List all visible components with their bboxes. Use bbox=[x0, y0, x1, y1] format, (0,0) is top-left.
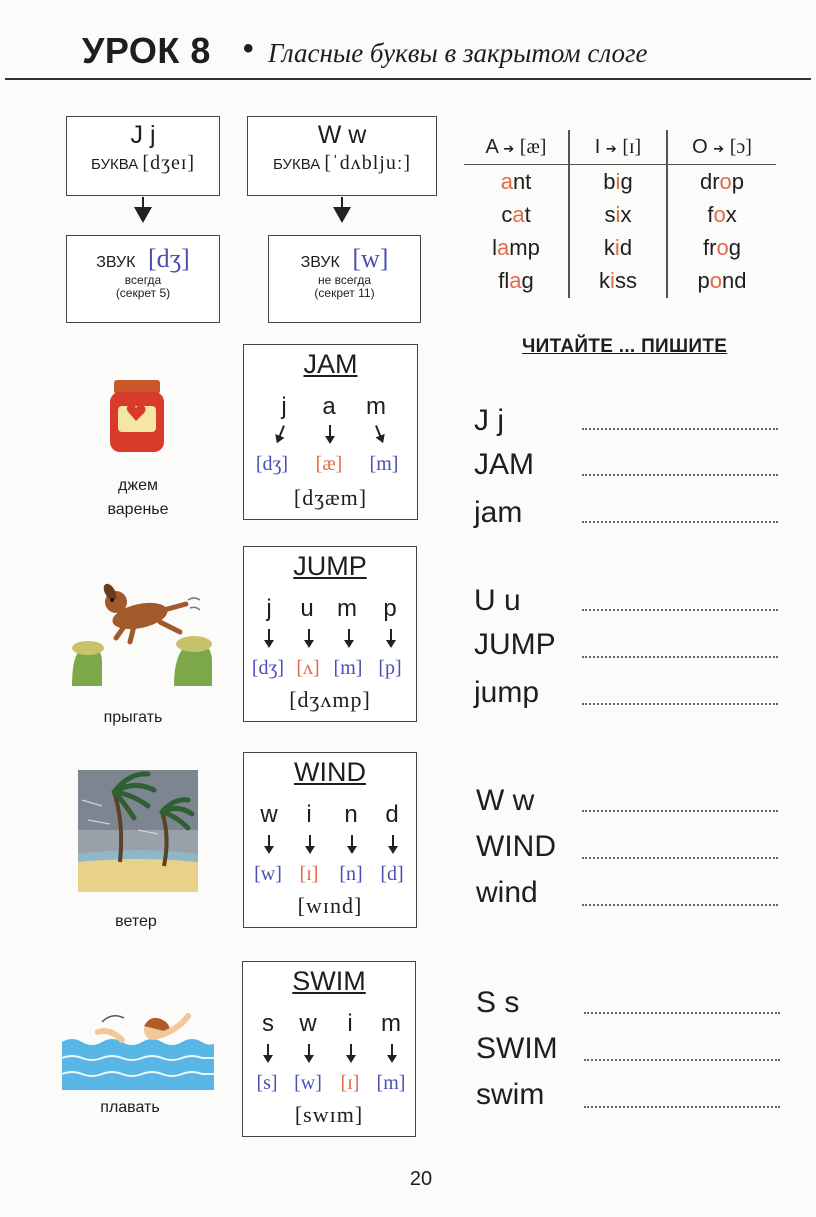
letter-box-j bbox=[66, 116, 220, 196]
card-phoneme: [m] bbox=[369, 453, 399, 475]
table-word: pond bbox=[697, 268, 747, 293]
word-card-swim bbox=[242, 961, 416, 1137]
card-phoneme: [p] bbox=[378, 657, 402, 679]
arrow-right-icon: ➔ bbox=[713, 141, 725, 156]
read-write-heading: ЧИТАЙТЕ ... ПИШИТЕ bbox=[522, 336, 728, 357]
card-letter: u bbox=[300, 595, 314, 622]
card-phoneme-vowel: [ʌ] bbox=[296, 657, 320, 679]
writing-line[interactable] bbox=[582, 857, 778, 859]
down-arrow-icon bbox=[267, 1044, 269, 1060]
writing-line[interactable] bbox=[582, 703, 778, 705]
picture-caption: джем bbox=[118, 477, 158, 494]
vowel-table bbox=[464, 130, 776, 298]
picture-caption: плавать bbox=[100, 1099, 160, 1116]
jam-jar-icon bbox=[108, 378, 166, 454]
card-phoneme: [w] bbox=[294, 1072, 322, 1094]
writing-line[interactable] bbox=[584, 1106, 780, 1108]
card-letter: d bbox=[385, 801, 399, 828]
card-letter: i bbox=[347, 1010, 353, 1037]
page-number: 20 bbox=[409, 1168, 433, 1190]
table-word: lamp bbox=[492, 235, 540, 260]
card-phoneme: [n] bbox=[339, 863, 363, 885]
table-word: kid bbox=[603, 235, 633, 260]
writing-line[interactable] bbox=[582, 609, 778, 611]
card-phoneme: [m] bbox=[333, 657, 363, 679]
sound-note-ref: (секрет 5) bbox=[115, 286, 171, 300]
word-card-jam bbox=[243, 344, 418, 520]
writing-line[interactable] bbox=[582, 521, 778, 523]
card-phoneme: [dʒ] bbox=[255, 453, 289, 475]
down-arrow-icon bbox=[341, 197, 343, 219]
sound-note-ref: (секрет 11) bbox=[314, 286, 375, 300]
table-word: ant bbox=[500, 169, 532, 194]
card-phoneme: [dʒ] bbox=[251, 657, 285, 679]
sound-ipa: [dʒ] bbox=[147, 244, 190, 273]
down-arrow-icon bbox=[277, 425, 284, 440]
card-title: JUMP bbox=[293, 551, 367, 581]
card-phoneme: [w] bbox=[254, 863, 282, 885]
table-word: six bbox=[604, 202, 632, 227]
vowel-column-header: O ➔ [ɔ] bbox=[668, 130, 776, 165]
sound-ipa: [w] bbox=[352, 244, 389, 273]
down-arrow-icon bbox=[308, 629, 310, 645]
card-letter: m bbox=[337, 595, 357, 622]
down-arrow-icon bbox=[142, 197, 144, 219]
picture-caption: прыгать bbox=[103, 709, 163, 726]
table-word: flag bbox=[498, 268, 534, 293]
arrow-right-icon: ➔ bbox=[605, 141, 617, 156]
card-letter: n bbox=[344, 801, 358, 828]
swimmer-icon bbox=[62, 1000, 214, 1090]
sound-box-w bbox=[268, 235, 421, 323]
letter-name-ipa: [dʒeɪ] bbox=[142, 152, 196, 174]
windy-palms-icon bbox=[78, 770, 198, 892]
practice-word: swim bbox=[476, 1078, 545, 1111]
down-arrow-icon bbox=[348, 629, 350, 645]
card-transcription: [dʒʌmp] bbox=[289, 687, 371, 712]
down-arrow-icon bbox=[329, 425, 331, 441]
practice-word: U u bbox=[474, 584, 521, 617]
sound-note: всегда bbox=[124, 273, 162, 287]
card-letter: a bbox=[322, 393, 336, 420]
lesson-subtitle: Гласные буквы в закрытом слоге bbox=[268, 38, 648, 68]
word-card-wind bbox=[243, 752, 417, 928]
card-transcription: [wɪnd] bbox=[297, 893, 363, 918]
down-arrow-icon bbox=[391, 1044, 393, 1060]
writing-line[interactable] bbox=[582, 810, 778, 812]
letter-pair: J j bbox=[130, 121, 156, 149]
table-word: drop bbox=[699, 169, 745, 194]
card-transcription: [dʒæm] bbox=[293, 485, 368, 510]
card-letter: p bbox=[383, 595, 397, 622]
practice-word: wind bbox=[476, 876, 538, 909]
vowel-column-a bbox=[464, 130, 568, 298]
practice-word: jam bbox=[474, 496, 523, 529]
bukva-label: БУКВА bbox=[90, 156, 139, 173]
table-word: frog bbox=[703, 235, 741, 260]
down-arrow-icon bbox=[268, 629, 270, 645]
practice-word: JUMP bbox=[474, 628, 556, 661]
picture-caption: варенье bbox=[107, 501, 169, 518]
practice-word: JAM bbox=[474, 448, 534, 481]
card-transcription: [swɪm] bbox=[294, 1102, 364, 1127]
card-letter: m bbox=[366, 393, 386, 420]
letter-box-w bbox=[247, 116, 437, 196]
practice-word: WIND bbox=[476, 830, 556, 863]
card-title: SWIM bbox=[292, 966, 366, 996]
vowel-column-header: A ➔ [æ] bbox=[464, 130, 568, 165]
word-card-jump bbox=[243, 546, 417, 722]
arrow-right-icon: ➔ bbox=[503, 141, 515, 156]
sound-note: не всегда bbox=[317, 273, 372, 287]
practice-word: S s bbox=[476, 986, 520, 1019]
table-word: cat bbox=[501, 202, 531, 227]
card-letter: m bbox=[381, 1010, 401, 1037]
card-letter: j bbox=[281, 393, 287, 420]
writing-line[interactable] bbox=[584, 1059, 780, 1061]
practice-word: SWIM bbox=[476, 1032, 558, 1065]
bukva-label: БУКВА bbox=[272, 156, 321, 173]
card-letter: s bbox=[262, 1010, 274, 1037]
down-arrow-icon bbox=[308, 1044, 310, 1060]
table-word: kiss bbox=[599, 268, 637, 293]
card-letter: i bbox=[306, 801, 312, 828]
writing-line[interactable] bbox=[582, 904, 778, 906]
practice-word: W w bbox=[476, 784, 535, 817]
down-arrow-icon bbox=[350, 1044, 352, 1060]
card-letter: w bbox=[260, 801, 278, 828]
zvuk-label: ЗВУК bbox=[300, 254, 340, 271]
vowel-column-header: I ➔ [ɪ] bbox=[570, 130, 666, 165]
down-arrow-icon bbox=[375, 425, 382, 440]
card-phoneme-vowel: [æ] bbox=[315, 453, 343, 475]
card-title: WIND bbox=[294, 757, 366, 787]
card-letter: w bbox=[299, 1010, 317, 1037]
letter-name-ipa: [ˈdʌbljuː] bbox=[324, 152, 412, 174]
writing-line[interactable] bbox=[582, 656, 778, 658]
letter-pair: W w bbox=[317, 121, 367, 149]
card-phoneme: [s] bbox=[256, 1072, 278, 1094]
card-phoneme: [m] bbox=[376, 1072, 406, 1094]
writing-line[interactable] bbox=[582, 428, 778, 430]
card-letter: j bbox=[266, 595, 272, 622]
jumping-dog-icon bbox=[70, 576, 215, 688]
picture-caption: ветер bbox=[115, 913, 157, 930]
down-arrow-icon bbox=[390, 629, 392, 645]
vowel-column-o bbox=[668, 130, 776, 298]
zvuk-label: ЗВУК bbox=[96, 254, 136, 271]
card-phoneme-vowel: [ɪ] bbox=[299, 863, 319, 885]
sound-box-j bbox=[66, 235, 220, 323]
writing-line[interactable] bbox=[582, 474, 778, 476]
title-bullet: • bbox=[243, 32, 254, 65]
card-phoneme-vowel: [ɪ] bbox=[340, 1072, 360, 1094]
vowel-column-i bbox=[570, 130, 666, 298]
header-divider bbox=[5, 78, 811, 80]
card-phoneme: [d] bbox=[380, 863, 404, 885]
down-arrow-icon bbox=[351, 835, 353, 851]
lesson-title: УРОК 8 bbox=[82, 30, 211, 71]
card-title: JAM bbox=[303, 349, 358, 379]
down-arrow-icon bbox=[309, 835, 311, 851]
writing-line[interactable] bbox=[584, 1012, 780, 1014]
table-word: big bbox=[603, 169, 633, 194]
practice-word: jump bbox=[474, 676, 540, 709]
down-arrow-icon bbox=[268, 835, 270, 851]
practice-word: J j bbox=[474, 404, 504, 437]
table-word: fox bbox=[707, 202, 737, 227]
down-arrow-icon bbox=[392, 835, 394, 851]
